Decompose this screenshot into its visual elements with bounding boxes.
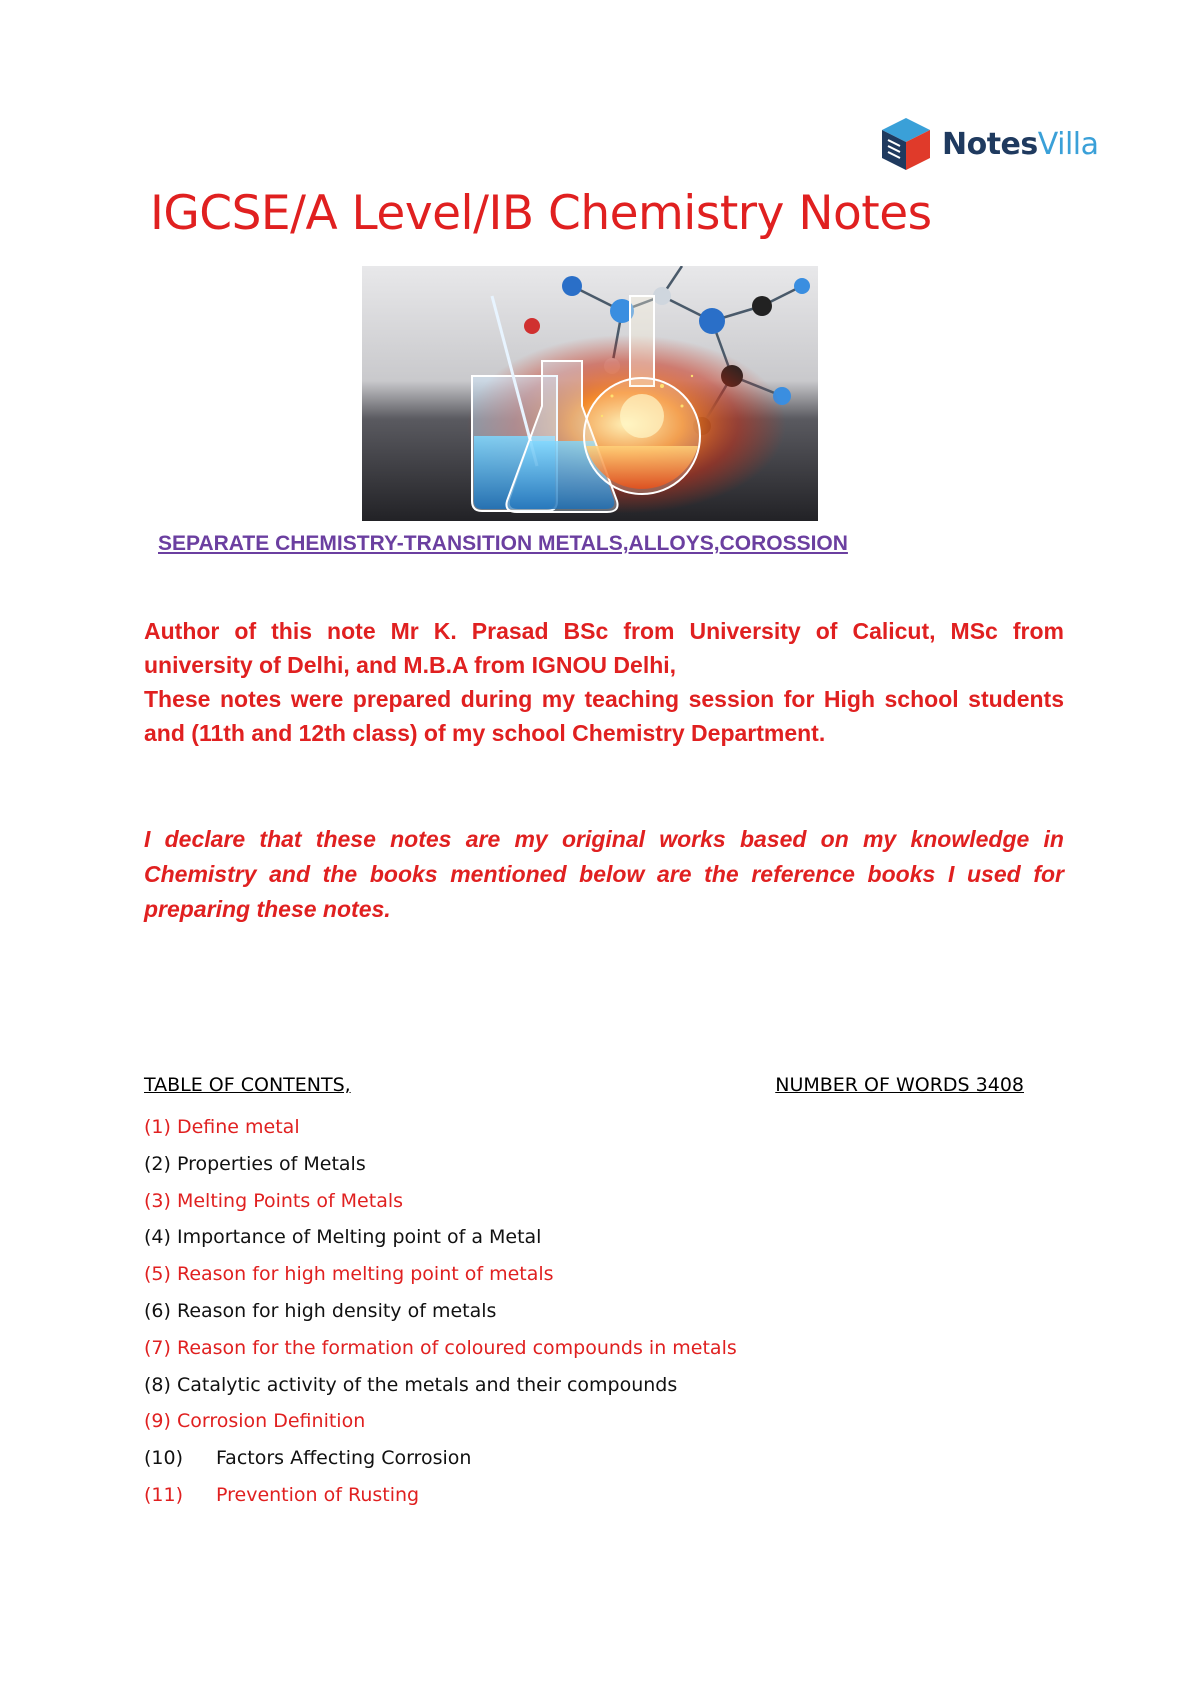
toc-item xyxy=(144,1219,737,1256)
toc-item-text: Melting Points of Metals xyxy=(176,1189,404,1212)
toc-item-number: (4) xyxy=(144,1226,171,1249)
session-text: These notes were prepared during my teaching session for High school students and (11th and 12th class) of my school Chemistry Department. xyxy=(144,686,1064,746)
toc-item-number: (9) xyxy=(144,1410,171,1433)
brand-main: Notes xyxy=(942,126,1038,162)
toc-item-text: Reason for high density of metals xyxy=(176,1299,497,1322)
toc-list xyxy=(144,1109,737,1514)
toc-item xyxy=(144,1330,737,1367)
toc-item xyxy=(144,1293,737,1330)
toc-item-text: Importance of Melting point of a Metal xyxy=(176,1226,542,1249)
author-text: Author of this note Mr K. Prasad BSc from University of Calicut, MSc from university of Delhi, and M.B.A from IGNOU Delhi, xyxy=(144,618,1064,678)
toc-item-text: Prevention of Rusting xyxy=(216,1483,420,1506)
toc-item-text: Corrosion Definition xyxy=(176,1410,366,1433)
toc-item xyxy=(144,1440,737,1477)
toc-item-text: Reason for high melting point of metals xyxy=(176,1263,554,1286)
cube-logo-icon xyxy=(880,116,932,172)
toc-item xyxy=(144,1146,737,1183)
word-count: NUMBER OF WORDS 3408 xyxy=(775,1074,1024,1096)
topic-subtitle: SEPARATE CHEMISTRY-TRANSITION METALS,ALLOYS,COROSSION xyxy=(158,532,848,555)
brand-name xyxy=(942,127,1099,162)
notesvilla-logo xyxy=(880,116,1099,172)
toc-item-text: Reason for the formation of coloured compounds in metals xyxy=(176,1336,737,1359)
chemistry-lab-image xyxy=(362,266,818,521)
toc-item xyxy=(144,1183,737,1220)
toc-item xyxy=(144,1367,737,1404)
toc-item-number: (3) xyxy=(144,1189,171,1212)
toc-item-number: (10) xyxy=(144,1447,184,1470)
author-paragraph xyxy=(144,614,1064,750)
toc-item xyxy=(144,1109,737,1146)
toc-item-text: Define metal xyxy=(176,1116,300,1138)
toc-item-number: (1) xyxy=(144,1116,171,1138)
page-title: IGCSE/A Level/IB Chemistry Notes xyxy=(150,186,932,241)
toc-header xyxy=(144,1074,1024,1096)
toc-item-number: (2) xyxy=(144,1152,171,1175)
toc-item xyxy=(144,1403,737,1440)
toc-item-text: Properties of Metals xyxy=(176,1152,366,1175)
toc-item-number: (7) xyxy=(144,1336,171,1359)
toc-item xyxy=(144,1477,737,1514)
brand-accent: Villa xyxy=(1037,126,1099,162)
toc-item-number: (8) xyxy=(144,1373,171,1396)
toc-item-text: Catalytic activity of the metals and their compounds xyxy=(176,1373,678,1396)
toc-heading: TABLE OF CONTENTS, xyxy=(144,1074,351,1096)
toc-item xyxy=(144,1256,737,1293)
declaration-paragraph: I declare that these notes are my original works based on my knowledge in Chemistry and the books mentioned below are the reference books I used for preparing these notes. xyxy=(144,826,1064,922)
toc-item-number: (5) xyxy=(144,1263,171,1286)
toc-item-text: Factors Affecting Corrosion xyxy=(216,1447,472,1470)
toc-item-number: (11) xyxy=(144,1483,184,1506)
toc-item-number: (6) xyxy=(144,1299,171,1322)
